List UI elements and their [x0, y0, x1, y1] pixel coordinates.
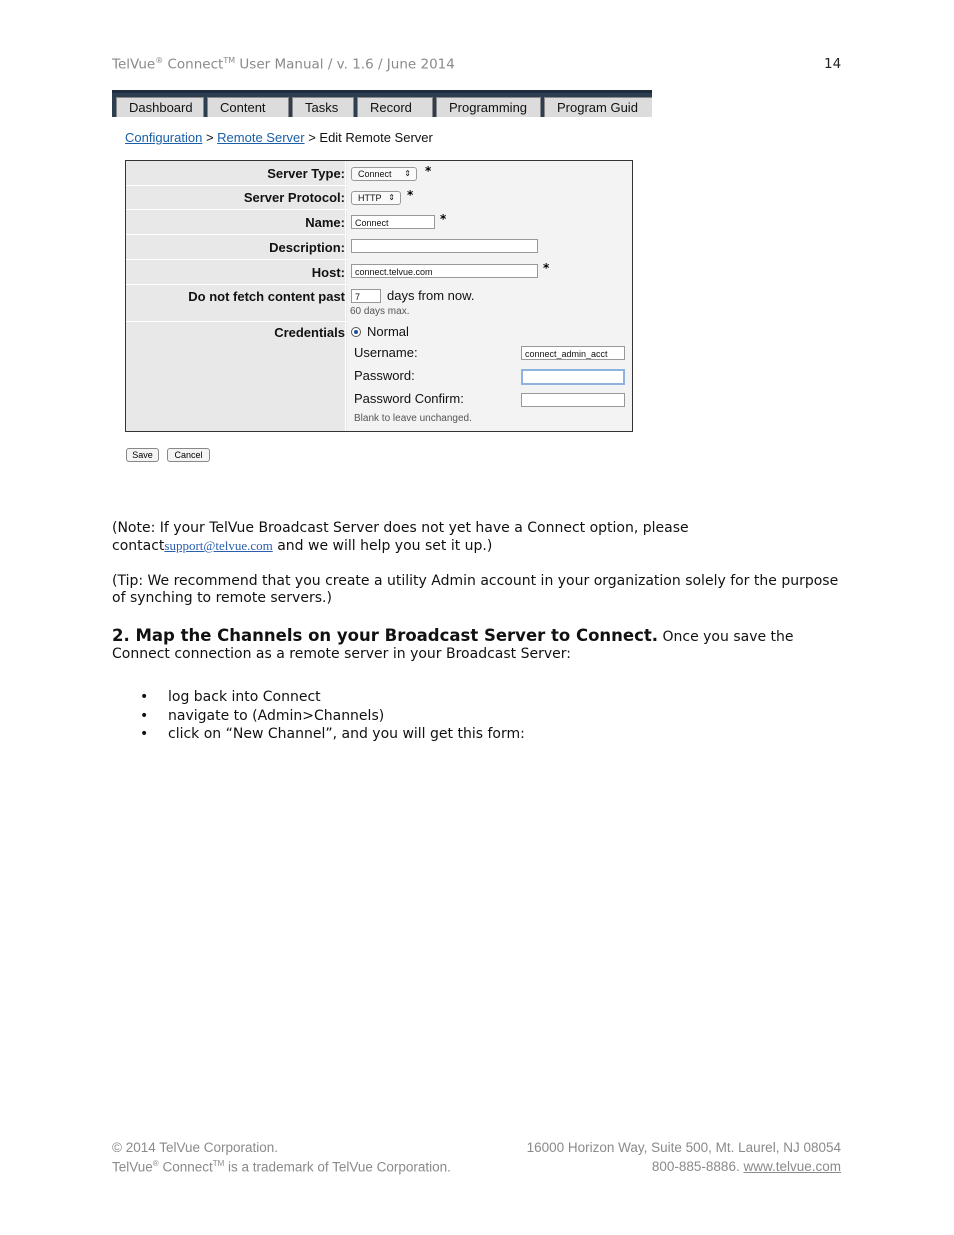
tab-record[interactable]: Record [357, 97, 433, 117]
footer-copyright: © 2014 TelVue Corporation. [112, 1140, 279, 1155]
credentials-normal-radio[interactable] [351, 327, 361, 337]
host-row [126, 259, 632, 285]
server-type-select[interactable]: Connect ⇕ [351, 167, 417, 181]
description-label: Description: [269, 240, 345, 255]
username-label: Username: [354, 345, 418, 360]
password-confirm-input[interactable] [521, 393, 625, 407]
footer-trademark: TelVue® Connect™ is a trademark of TelVue Corporation. [112, 1159, 451, 1175]
step-paragraph: 2. Map the Channels on your Broadcast Server to Connect. Once you save the Connect connection as a remote server in your Broadcast Server: [112, 626, 794, 662]
footer-address: 16000 Horizon Way, Suite 500, Mt. Laurel, NJ 08054 [526, 1140, 841, 1155]
fetch-row [126, 284, 632, 322]
breadcrumb-remote-server-link[interactable]: Remote Server [217, 130, 305, 145]
name-input[interactable]: Connect [351, 215, 435, 229]
tab-programming[interactable]: Programming [436, 97, 541, 117]
support-email-link[interactable]: support@telvue.com [164, 538, 273, 553]
note-paragraph: (Note: If your TelVue Broadcast Server does not yet have a Connect option, please contactsupport@telvue.com and we will help you set it up.) [112, 520, 689, 554]
required-marker: * [440, 212, 447, 226]
breadcrumb-current: > Edit Remote Server [304, 130, 433, 145]
header-brand: TelVue [112, 56, 156, 73]
name-label: Name: [305, 215, 345, 230]
password-hint: Blank to leave unchanged. [354, 413, 472, 424]
credentials-normal-label: Normal [367, 324, 409, 339]
edit-remote-server-form [125, 160, 633, 432]
host-input[interactable]: connect.telvue.com [351, 264, 538, 278]
server-protocol-select[interactable]: HTTP ⇕ [351, 191, 401, 205]
description-input[interactable] [351, 239, 538, 253]
footer-contact [652, 1159, 841, 1174]
required-marker: * [543, 261, 550, 275]
server-type-label: Server Type: [267, 166, 345, 181]
save-button[interactable]: Save [126, 448, 159, 462]
server-protocol-row [126, 185, 632, 210]
select-arrows-icon: ⇕ [388, 193, 395, 202]
fetch-hint: 60 days max. [350, 306, 410, 317]
password-label: Password: [354, 368, 415, 383]
list-item: • click on “New Channel”, and you will get this form: [112, 725, 525, 744]
breadcrumb: Configuration > Remote Server > Edit Remote Server [125, 130, 433, 145]
required-marker: * [425, 164, 432, 178]
fetch-days-input[interactable]: 7 [351, 289, 381, 303]
username-input[interactable]: connect_admin_acct [521, 346, 625, 360]
password-input[interactable] [521, 369, 625, 385]
name-row [126, 209, 632, 235]
password-confirm-label: Password Confirm: [354, 391, 464, 406]
select-arrows-icon: ⇕ [404, 169, 411, 178]
page-number: 14 [824, 56, 842, 72]
breadcrumb-configuration-link[interactable]: Configuration [125, 130, 203, 145]
tab-content[interactable]: Content [207, 97, 289, 117]
credentials-label: Credentials [274, 325, 345, 340]
list-item: • log back into Connect [112, 688, 525, 707]
server-type-row [126, 161, 632, 186]
footer-phone: 800-885-8886. [651, 1159, 744, 1174]
required-marker: * [407, 188, 414, 202]
fetch-label: Do not fetch content past [188, 289, 345, 304]
description-row [126, 234, 632, 260]
tab-program-guide[interactable]: Program Guid [544, 97, 652, 117]
list-item: • navigate to (Admin>Channels) [112, 707, 525, 726]
server-protocol-label: Server Protocol: [243, 190, 345, 205]
host-label: Host: [311, 265, 345, 280]
tip-paragraph: (Tip: We recommend that you create a utility Admin account in your organization solely for the purpose of synching to remote servers.) [112, 573, 839, 606]
tab-tasks[interactable]: Tasks [292, 97, 354, 117]
credentials-row [126, 321, 632, 431]
steps-list [112, 688, 525, 744]
step-heading: 2. Map the Channels on your Broadcast Server to Connect. [112, 626, 659, 645]
nav-tab-bar [112, 90, 652, 117]
cancel-button[interactable]: Cancel [167, 448, 210, 462]
fetch-suffix: days from now. [387, 288, 475, 303]
tab-dashboard[interactable]: Dashboard [116, 97, 204, 117]
page-header: TelVue® Connect™ User Manual / v. 1.6 / June 2014 [112, 56, 455, 73]
website-link[interactable]: www.telvue.com [743, 1159, 841, 1174]
